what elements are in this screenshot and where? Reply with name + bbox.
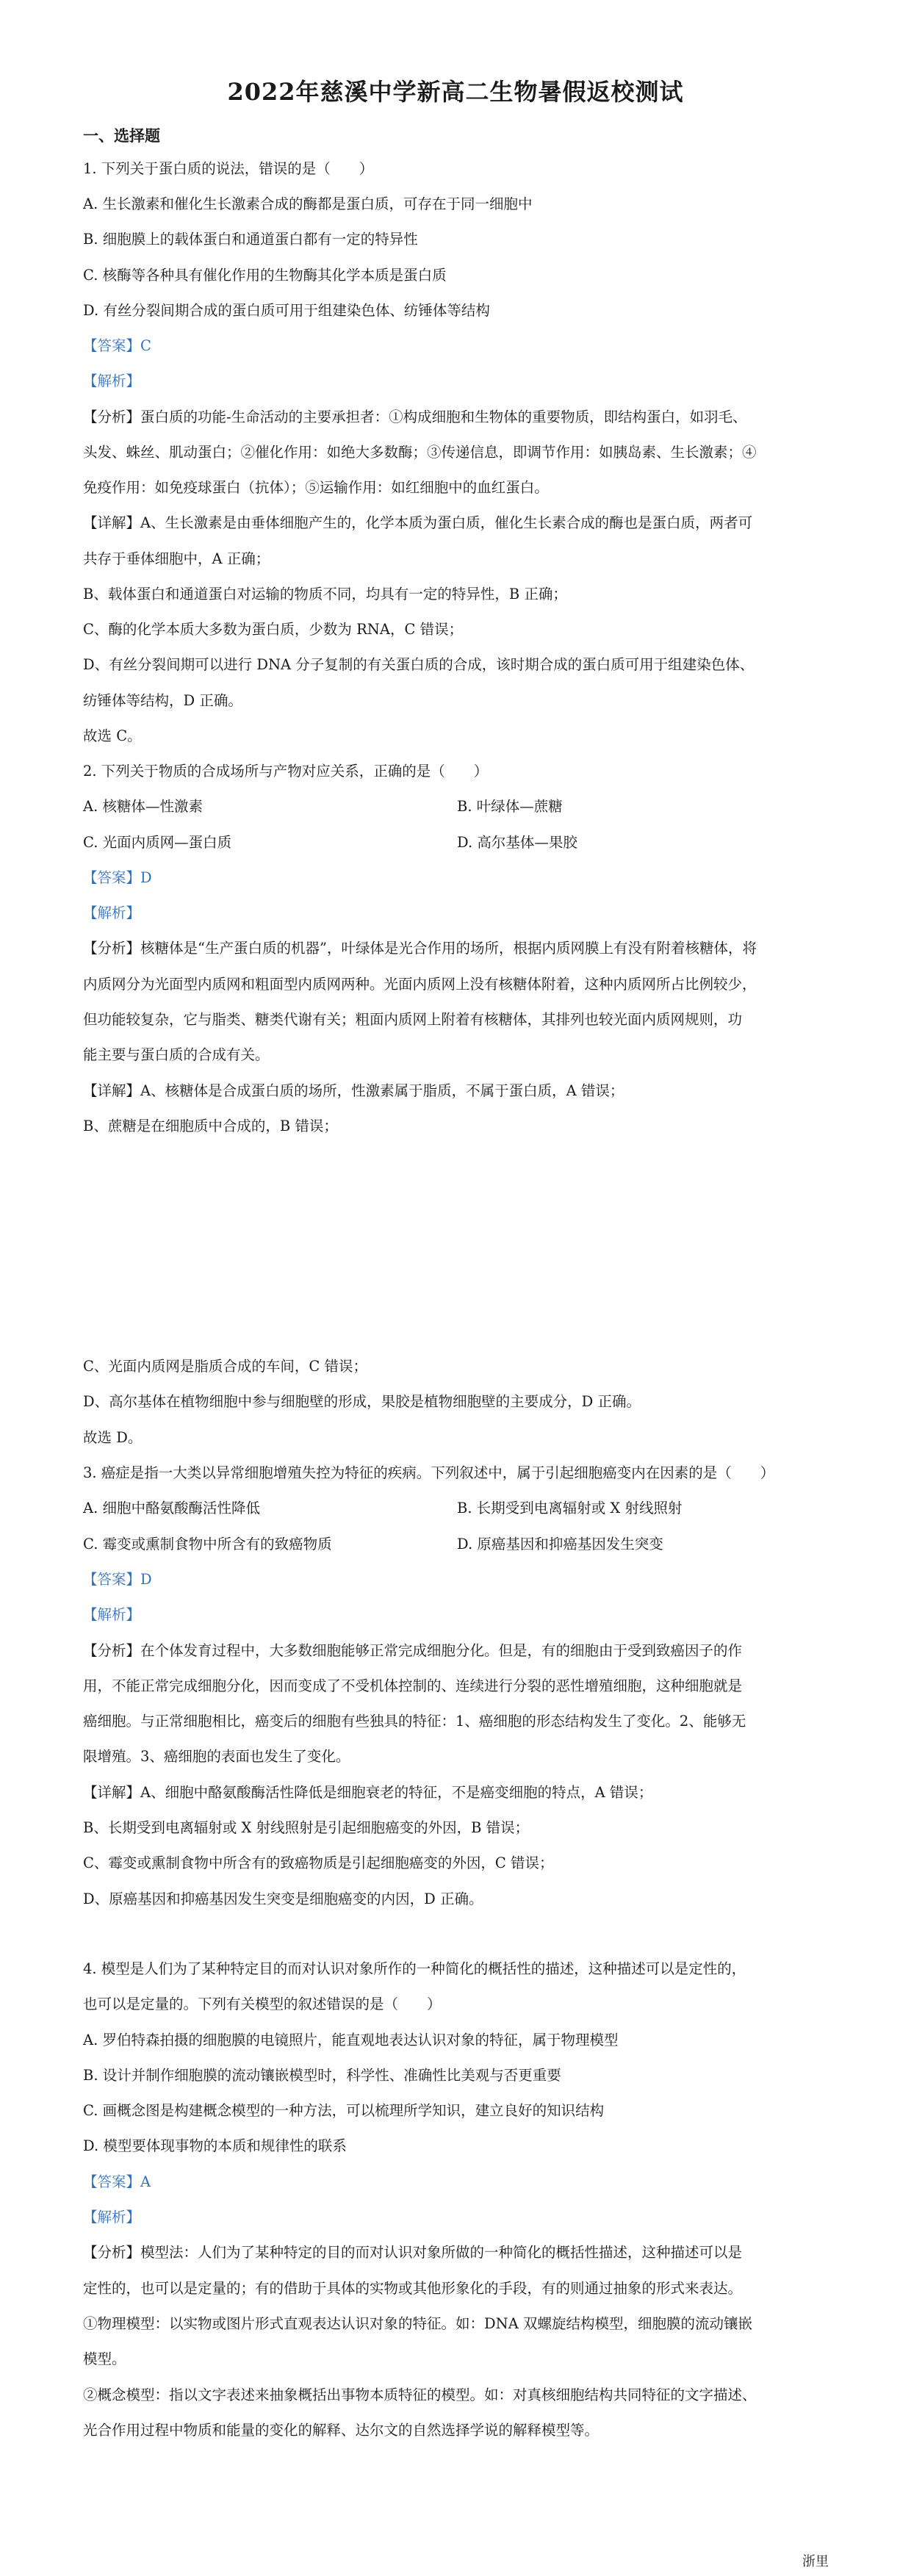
- q2-analysis-line: 内质网分为光面型内质网和粗面型内质网两种。光面内质网上没有核糖体附着，这种内质网所占比例较少，: [83, 976, 757, 993]
- q4-stem-line: 也可以是定量的。下列有关模型的叙述错误的是（ ）: [83, 1996, 442, 2012]
- q4-option-a: A. 罗伯特森拍摄的细胞膜的电镜照片，能直观地表达认识对象的特征，属于物理模型: [83, 2032, 619, 2048]
- q4-option-c: C. 画概念图是构建概念模型的一种方法，可以梳理所学知识，建立良好的知识结构: [83, 2102, 605, 2119]
- q1-detail-line: 共存于垂体细胞中，A 正确；: [83, 550, 270, 567]
- q1-option-d: D. 有丝分裂间期合成的蛋白质可用于组建染色体、纺锤体等结构: [83, 302, 490, 319]
- q1-option-b: B. 细胞膜上的载体蛋白和通道蛋白都有一定的特异性: [83, 231, 418, 248]
- q2-detail-line: 【详解】A、核糖体是合成蛋白质的场所，性激素属于脂质，不属于蛋白质，A 错误；: [83, 1082, 624, 1099]
- q3-option-c: C. 霉变或熏制食物中所含有的致癌物质: [83, 1536, 332, 1553]
- q3-detail-line: B、长期受到电离辐射或 X 射线照射是引起细胞癌变的外因，B 错误；: [83, 1819, 530, 1836]
- q2-stem: 2. 下列关于物质的合成场所与产物对应关系，正确的是（ ）: [83, 763, 489, 780]
- q4-analysis-line: 光合作用过程中物质和能量的变化的解释、达尔文的自然选择学说的解释模型等。: [83, 2422, 599, 2439]
- q2-option-b: B. 叶绿体—蔗糖: [457, 798, 563, 815]
- q1-detail-line: 纺锤体等结构，D 正确。: [83, 692, 242, 709]
- q3-analysis-label: 【解析】: [83, 1606, 141, 1623]
- q1-detail-line: 故选 C。: [83, 727, 142, 744]
- q4-answer: 【答案】A: [83, 2173, 151, 2190]
- q1-analysis-line: 免疫作用：如免疫球蛋白（抗体）；⑤运输作用：如红细胞中的血红蛋白。: [83, 479, 549, 496]
- q2-option-d: D. 高尔基体—果胶: [457, 834, 577, 851]
- q3-answer: 【答案】D: [83, 1571, 152, 1588]
- q2-detail-line: C、光面内质网是脂质合成的车间，C 错误；: [83, 1358, 368, 1375]
- q2-option-a: A. 核糖体—性激素: [83, 798, 203, 815]
- q1-detail-line: B、载体蛋白和通道蛋白对运输的物质不同，均具有一定的特异性，B 正确；: [83, 586, 567, 602]
- q3-detail-line: D、原癌基因和抑癌基因发生突变是细胞癌变的内因，D 正确。: [83, 1890, 483, 1907]
- q3-option-a: A. 细胞中酪氨酸酶活性降低: [83, 1500, 260, 1517]
- q2-analysis-line: 但功能较复杂，它与脂类、糖类代谢有关；粗面内质网上附着有核糖体，其排列也较光面内质网规则，功: [83, 1011, 743, 1028]
- q3-analysis-line: 限增殖。3、癌细胞的表面也发生了变化。: [83, 1748, 350, 1765]
- q3-analysis-line: 用，不能正常完成细胞分化，因而变成了不受机体控制的、连续进行分裂的恶性增殖细胞，这种细胞就是: [83, 1677, 743, 1694]
- q3-detail-line: 【详解】A、细胞中酪氨酸酶活性降低是细胞衰老的特征，不是癌变细胞的特点，A 错误；: [83, 1784, 653, 1801]
- q4-option-b: B. 设计并制作细胞膜的流动镶嵌模型时，科学性、准确性比美观与否更重要: [83, 2067, 561, 2084]
- q2-detail-line: 故选 D。: [83, 1429, 143, 1446]
- q4-analysis-line: 定性的，也可以是定量的；有的借助于具体的实物或其他形象化的手段，有的则通过抽象的形式来表达。: [83, 2280, 743, 2297]
- q1-detail-line: 【详解】A、生长激素是由垂体细胞产生的，化学本质为蛋白质，催化生长素合成的酶也是蛋白质，两者可: [83, 514, 753, 531]
- q3-option-d: D. 原癌基因和抑癌基因发生突变: [457, 1536, 663, 1553]
- q4-stem-line: 4. 模型是人们为了某种特定目的而对认识对象所作的一种简化的概括性的描述，这种描述可以是定性的，: [83, 1960, 746, 1977]
- section-heading: 一、选择题: [83, 126, 160, 145]
- q2-analysis-line: 【分析】核糖体是“生产蛋白质的机器”，叶绿体是光合作用的场所，根据内质网膜上有没有附着核糖体，将: [83, 940, 757, 957]
- q4-option-d: D. 模型要体现事物的本质和规律性的联系: [83, 2137, 347, 2154]
- q1-analysis-label: 【解析】: [83, 373, 141, 389]
- q1-answer: 【答案】C: [83, 337, 151, 354]
- q2-detail-line: D、高尔基体在植物细胞中参与细胞壁的形成，果胶是植物细胞壁的主要成分，D 正确。: [83, 1393, 641, 1410]
- q1-stem: 1. 下列关于蛋白质的说法，错误的是（ ）: [83, 160, 374, 177]
- q3-option-b: B. 长期受到电离辐射或 X 射线照射: [457, 1500, 683, 1517]
- q1-detail-line: C、酶的化学本质大多数为蛋白质，少数为 RNA，C 错误；: [83, 621, 464, 638]
- q1-option-c: C. 核酶等各种具有催化作用的生物酶其化学本质是蛋白质: [83, 267, 447, 284]
- q1-analysis-line: 【分析】蛋白质的功能-生命活动的主要承担者：①构成细胞和生物体的重要物质，即结构蛋白，如羽毛、: [83, 409, 747, 425]
- q3-analysis-line: 癌细胞。与正常细胞相比，癌变后的细胞有些独具的特征：1、癌细胞的形态结构发生了变化。2、能够无: [83, 1713, 746, 1730]
- q2-analysis-label: 【解析】: [83, 904, 141, 921]
- q1-option-a: A. 生长激素和催化生长激素合成的酶都是蛋白质，可存在于同一细胞中: [83, 195, 533, 212]
- page-title: 2022年慈溪中学新高二生物暑假返校测试: [227, 78, 684, 106]
- q2-detail-line: B、蔗糖是在细胞质中合成的，B 错误；: [83, 1118, 338, 1134]
- page-footer-mark: 浙里: [802, 2554, 829, 2569]
- q3-analysis-line: 【分析】在个体发育过程中，大多数细胞能够正常完成细胞分化。但是，有的细胞由于受到致癌因子的作: [83, 1642, 743, 1659]
- q4-analysis-line: ①物理模型：以实物或图片形式直观表达认识对象的特征。如：DNA 双螺旋结构模型，细胞膜的流动镶嵌: [83, 2315, 752, 2332]
- q2-option-c: C. 光面内质网—蛋白质: [83, 834, 232, 851]
- q3-stem: 3. 癌症是指一大类以异常细胞增殖失控为特征的疾病。下列叙述中，属于引起细胞癌变内在因素的是（ ）: [83, 1464, 775, 1481]
- q3-detail-line: C、霉变或熏制食物中所含有的致癌物质是引起细胞癌变的外因，C 错误；: [83, 1854, 554, 1871]
- q2-answer: 【答案】D: [83, 869, 152, 886]
- q1-detail-line: D、有丝分裂间期可以进行 DNA 分子复制的有关蛋白质的合成，该时期合成的蛋白质可用于组建染色体、: [83, 656, 755, 673]
- q1-analysis-line: 头发、蛛丝、肌动蛋白；②催化作用：如绝大多数酶；③传递信息，即调节作用：如胰岛素、生长激素；④: [83, 444, 757, 461]
- q4-analysis-label: 【解析】: [83, 2209, 141, 2226]
- q4-analysis-line: 模型。: [83, 2350, 126, 2367]
- q4-analysis-line: 【分析】模型法：人们为了某种特定的目的而对认识对象所做的一种简化的概括性描述，这种描述可以是: [83, 2244, 743, 2261]
- q4-analysis-line: ②概念模型：指以文字表述来抽象概括出事物本质特征的模型。如：对真核细胞结构共同特征的文字描述、: [83, 2386, 757, 2403]
- q2-analysis-line: 能主要与蛋白质的合成有关。: [83, 1046, 270, 1063]
